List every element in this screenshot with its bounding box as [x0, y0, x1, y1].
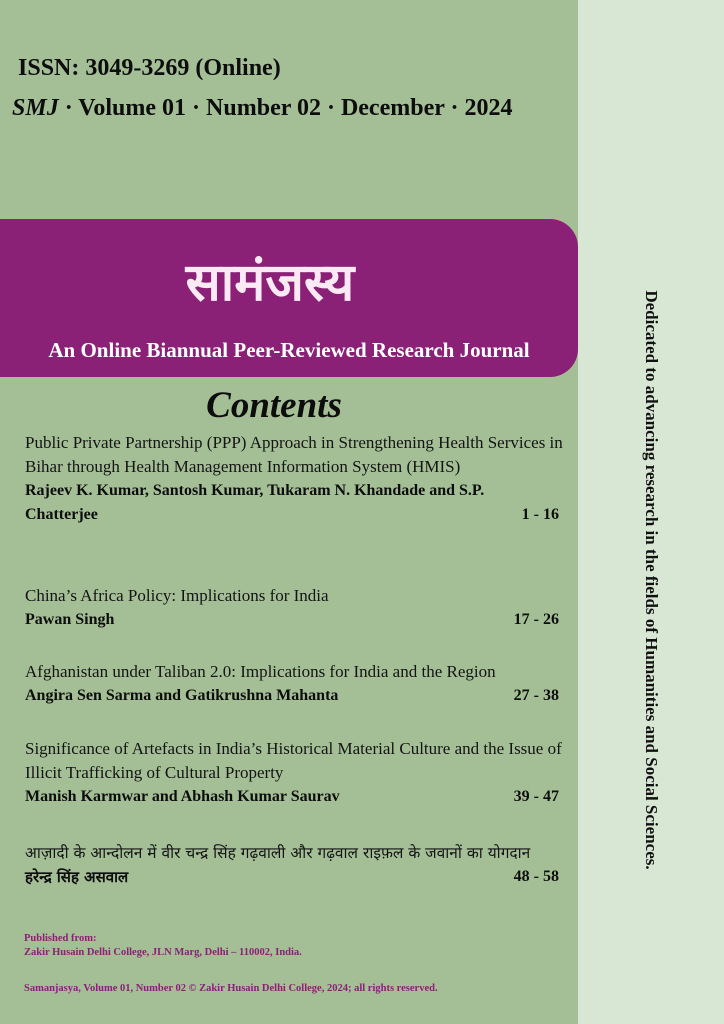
journal-abbr: SMJ	[12, 95, 59, 121]
article-pages: 27 - 38	[513, 687, 559, 704]
article-pages: 1 - 16	[521, 506, 559, 523]
journal-title: सामंजस्य	[185, 253, 355, 313]
contents-entry	[25, 584, 573, 632]
contents-entry	[25, 431, 573, 527]
article-authors: Pawan Singh	[25, 611, 115, 628]
article-title: Public Private Partnership (PPP) Approach in Strengthening Health Services in Bihar through Health Management Information System (HMIS)	[25, 433, 563, 476]
published-label: Published from:	[24, 933, 97, 944]
article-authors: हरेन्द्र सिंह असवाल	[25, 868, 129, 886]
article-authors: Rajeev K. Kumar, Santosh Kumar, Tukaram N. Khandade and S.P. Chatterjee	[25, 482, 485, 523]
published-address: Zakir Husain Delhi College, JLN Marg, Delhi – 110002, India.	[24, 947, 302, 958]
contents-entry	[25, 660, 573, 708]
article-authors: Manish Karmwar and Abhash Kumar Saurav	[25, 788, 340, 805]
article-authors: Angira Sen Sarma and Gatikrushna Mahanta	[25, 687, 339, 704]
article-pages: 48 - 58	[513, 868, 559, 885]
contents-entry	[25, 737, 573, 809]
volume-info: · Volume 01 · Number 02 · December · 2024	[58, 95, 513, 121]
article-pages: 17 - 26	[513, 611, 559, 628]
article-title: Significance of Artefacts in India’s Historical Material Culture and the Issue of Illicit Trafficking of Cultural Property	[25, 739, 562, 782]
journal-subtitle: An Online Biannual Peer-Reviewed Research Journal	[48, 338, 530, 362]
article-title: Afghanistan under Taliban 2.0: Implications for India and the Region	[25, 662, 496, 681]
article-title: China’s Africa Policy: Implications for India	[25, 586, 329, 605]
contents-entry	[25, 841, 573, 889]
contents-heading: Contents	[206, 385, 342, 426]
article-pages: 39 - 47	[513, 788, 559, 805]
copyright-line: Samanjasya, Volume 01, Number 02 © Zakir Husain Delhi College, 2024; all rights reserved.	[24, 983, 438, 994]
issn-line: ISSN: 3049-3269 (Online)	[18, 55, 281, 81]
side-dedication-text: Dedicated to advancing research in the fields of Humanities and Social Sciences.	[642, 290, 661, 870]
volume-line	[12, 95, 512, 122]
publisher-info	[24, 932, 302, 960]
cover-side-panel	[578, 0, 724, 1024]
article-title: आज़ादी के आन्दोलन में वीर चन्द्र सिंह गढ़वाली और गढ़वाल राइफ़ल के जवानों का योगदान	[25, 844, 531, 862]
